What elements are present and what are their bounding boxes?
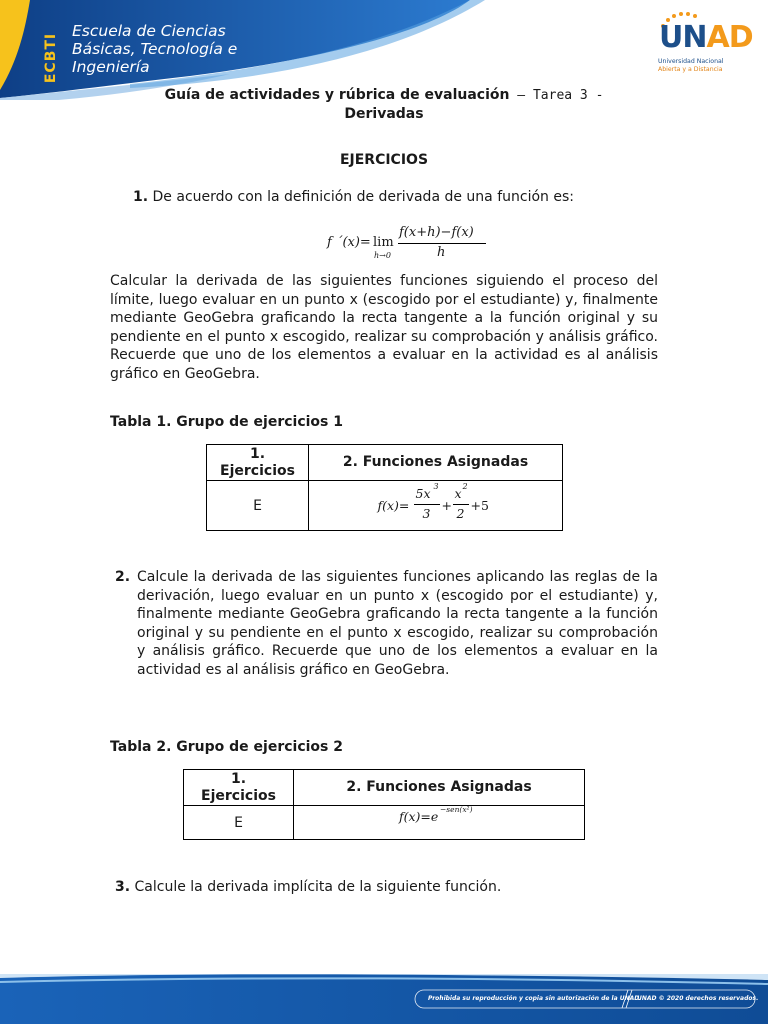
school-name: [72, 22, 237, 76]
section-heading: EJERCICIOS: [339, 152, 429, 168]
table-2-header-functions: 2. Funciones Asignadas: [294, 770, 585, 806]
derivative-definition-formula: f ´(x)= lim h→0 f(x+h)−f(x) h: [327, 224, 497, 264]
unad-wordmark: UNAD: [659, 20, 753, 55]
page-title: Guía de actividades y rúbrica de evaluación – Tarea 3 - Derivadas: [164, 87, 604, 122]
exercise-1-intro: 1. De acuerdo con la definición de derivada de una función es:: [133, 189, 574, 205]
school-line: Ingeniería: [72, 58, 150, 76]
footer-rights-notice: UNAD © 2020 derechos reservados.: [637, 995, 759, 1002]
exercise-2-body: 2. Calcule la derivada de las siguientes funciones aplicando las reglas de la derivación, luego evaluar en un punto x (escogido por el estudiante) y, finalmente mediante GeoGebra graficando la recta tangente a la función original y su pendiente en el punto x escogido, realizar su comprobación y análisis gráfico. Recuerde que uno de los elementos a evaluar en la actividad es al análisis gráfico en GeoGebra.: [115, 569, 658, 678]
table-1-caption: Tabla 1. Grupo de ejercicios 1: [110, 414, 343, 430]
exercise-3-body: 3. Calcule la derivada implícita de la siguiente función.: [115, 879, 502, 895]
table-1-function: f(x)= 5x 3 3 + x 2 2 +5: [309, 481, 563, 531]
footer-copy-notice: Prohibida su reproducción y copia sin autorización de la UNAD.: [428, 995, 642, 1002]
table-1: [206, 444, 563, 531]
unad-subtitle: Universidad Nacional Abierta y a Distancia: [658, 58, 724, 73]
table-2: [183, 769, 585, 840]
school-line: Básicas, Tecnología e: [72, 40, 238, 58]
table-2-function: f(x)=e −sen(x²): [294, 806, 585, 840]
ecbti-acronym: ECBTI: [43, 32, 60, 84]
unad-logo: [655, 16, 755, 80]
table-2-header-exercises: 1. Ejercicios: [184, 770, 294, 806]
school-line: Escuela de Ciencias: [72, 22, 226, 40]
table-2-row-label: E: [184, 806, 294, 840]
exercise-1-body: Calcular la derivada de las siguientes funciones siguiendo el proceso del límite, luego evaluar en un punto x (escogido por el estudiante) y, finalmente mediante GeoGebra graficando la recta tangente a la función original y su pendiente en el punto x escogido, realizar su comprobación y análisis gráfico. Recuerde que uno de los elementos a evaluar en la actividad es al análisis gráfico en GeoGebra.: [110, 273, 658, 382]
table-2-caption: Tabla 2. Grupo de ejercicios 2: [110, 739, 343, 755]
table-1-row-label: E: [207, 481, 309, 531]
table-1-header-exercises: 1. Ejercicios: [207, 445, 309, 481]
table-1-header-functions: 2. Funciones Asignadas: [309, 445, 563, 481]
